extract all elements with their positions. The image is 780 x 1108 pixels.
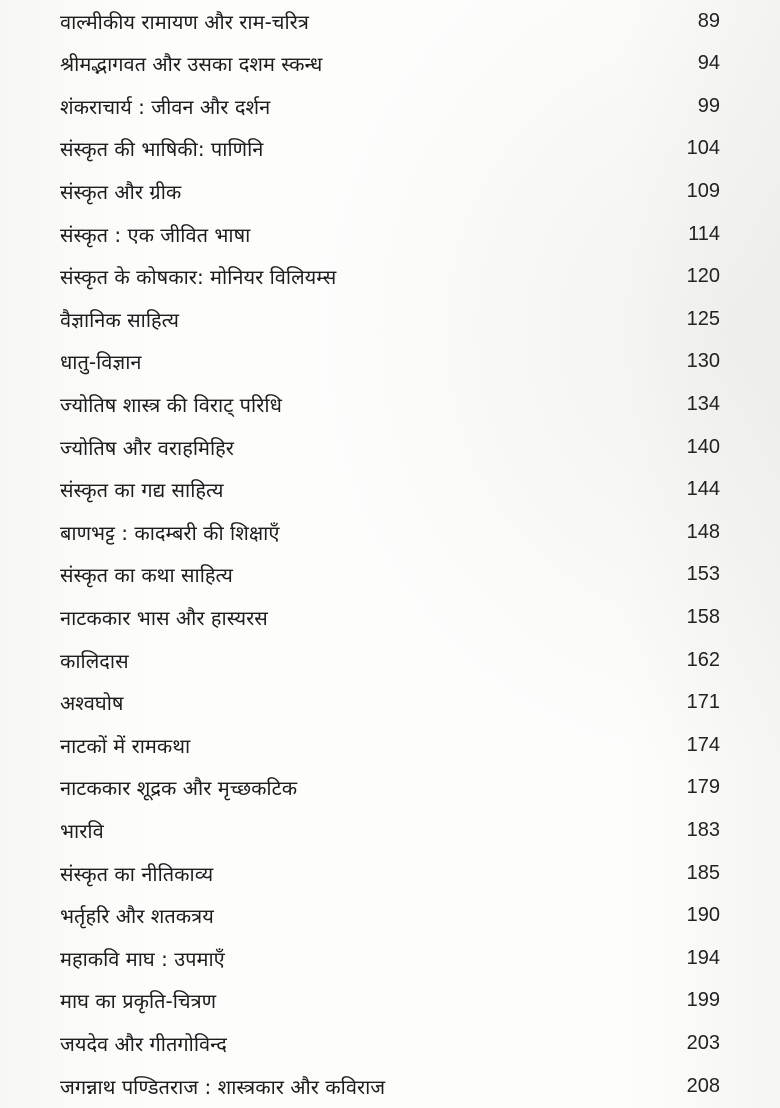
toc-entry-title: भारवि xyxy=(60,818,104,843)
toc-entry-page-number: 125 xyxy=(686,307,720,330)
toc-entry-page-number: 203 xyxy=(686,1031,720,1054)
toc-entry-page-number: 190 xyxy=(686,904,720,927)
toc-entry xyxy=(60,0,720,42)
toc-entry-title: संस्कृत : एक जीवित भाषा xyxy=(60,222,251,247)
toc-entry-page-number: 158 xyxy=(686,605,720,628)
toc-entry-title: संस्कृत की भाषिकी: पाणिनि xyxy=(60,137,264,162)
toc-entry xyxy=(60,383,720,425)
toc-entry-title: नाटककार भास और हास्यरस xyxy=(60,605,268,630)
toc-entry xyxy=(60,937,720,979)
toc-entry xyxy=(60,128,720,170)
toc-entry-title: नाटककार शूद्रक और मृच्छकटिक xyxy=(60,776,298,801)
toc-entry-page-number: 120 xyxy=(686,265,720,288)
toc-entry xyxy=(60,767,720,809)
toc-entry-page-number: 153 xyxy=(686,563,720,586)
toc-entry xyxy=(60,43,720,85)
toc-entry-page-number: 185 xyxy=(686,861,720,884)
toc-entry-title: ज्योतिष और वराहमिहिर xyxy=(60,435,234,460)
toc-entry-title: कालिदास xyxy=(60,648,129,673)
toc-entry-title: वैज्ञानिक साहित्य xyxy=(60,307,180,332)
toc-entry xyxy=(60,1065,720,1107)
toc-entry xyxy=(60,852,720,894)
toc-entry-page-number: 114 xyxy=(688,222,720,245)
toc-entry-title: नाटकों में रामकथा xyxy=(60,733,191,758)
toc-entry-title: जयदेव और गीतगोविन्द xyxy=(60,1031,227,1056)
toc-entry xyxy=(60,809,720,851)
toc-entry xyxy=(60,639,720,681)
toc-entry-page-number: 179 xyxy=(686,776,720,799)
toc-entry xyxy=(60,256,720,298)
toc-entry-page-number: 199 xyxy=(686,989,720,1012)
toc-entry-title: महाकवि माघ : उपमाएँ xyxy=(60,946,225,971)
toc-entry-page-number: 144 xyxy=(686,478,720,501)
toc-entry-title: धातु-विज्ञान xyxy=(60,350,142,375)
toc-entry xyxy=(60,213,720,255)
toc-entry xyxy=(60,1022,720,1064)
toc-entry-title: संस्कृत के कोषकार: मोनियर विलियम्स xyxy=(60,265,337,290)
toc-entry-title: जगन्नाथ पण्डितराज : शास्त्रकार और कविराज xyxy=(60,1074,386,1099)
toc-entry-title: माघ का प्रकृति-चित्रण xyxy=(60,989,217,1014)
toc-entry xyxy=(60,511,720,553)
toc-entry-title: संस्कृत का गद्य साहित्य xyxy=(60,478,224,503)
toc-entry-page-number: 194 xyxy=(686,946,720,969)
toc-entry xyxy=(60,341,720,383)
toc-entry-title: भर्तृहरि और शतकत्रय xyxy=(60,904,214,929)
toc-entry-title: श्रीमद्भागवत और उसका दशम स्कन्ध xyxy=(60,52,323,77)
toc-entry-page-number: 134 xyxy=(686,392,720,415)
toc-entry-page-number: 109 xyxy=(686,179,720,202)
toc-entry xyxy=(60,682,720,724)
toc-entry-page-number: 94 xyxy=(697,52,720,75)
toc-entry-page-number: 99 xyxy=(697,94,720,117)
toc-entry xyxy=(60,554,720,596)
toc-entry xyxy=(60,85,720,127)
toc-entry xyxy=(60,170,720,212)
toc-entry-title: ज्योतिष शास्त्र की विराट् परिधि xyxy=(60,392,282,417)
toc-entry-page-number: 148 xyxy=(686,520,720,543)
toc-entry xyxy=(60,426,720,468)
toc-entry xyxy=(60,724,720,766)
toc-entry xyxy=(60,895,720,937)
toc-entry-page-number: 89 xyxy=(697,9,720,32)
toc-entry-page-number: 104 xyxy=(686,137,720,160)
toc-entry-page-number: 183 xyxy=(686,818,720,841)
toc-entry xyxy=(60,596,720,638)
toc-entry xyxy=(60,469,720,511)
toc-entry-title: बाणभट्ट : कादम्बरी की शिक्षाएँ xyxy=(60,520,280,545)
toc-entry-page-number: 174 xyxy=(686,733,720,756)
toc-entry-title: वाल्मीकीय रामायण और राम-चरित्र xyxy=(60,9,309,34)
toc-entry xyxy=(60,298,720,340)
toc-entry-page-number: 130 xyxy=(686,350,720,373)
toc-entry-title: संस्कृत का नीतिकाव्य xyxy=(60,861,214,886)
toc-entry xyxy=(60,980,720,1022)
toc-entry-page-number: 162 xyxy=(686,648,720,671)
toc-entry-title: संस्कृत और ग्रीक xyxy=(60,179,182,204)
toc-entry-title: संस्कृत का कथा साहित्य xyxy=(60,563,233,588)
toc-entry-page-number: 208 xyxy=(686,1074,720,1097)
toc-entry-page-number: 171 xyxy=(686,691,720,714)
toc-entry-page-number: 140 xyxy=(686,435,720,458)
toc-entry-title: अश्वघोष xyxy=(60,691,124,716)
toc-entry-title: शंकराचार्य : जीवन और दर्शन xyxy=(60,94,271,119)
